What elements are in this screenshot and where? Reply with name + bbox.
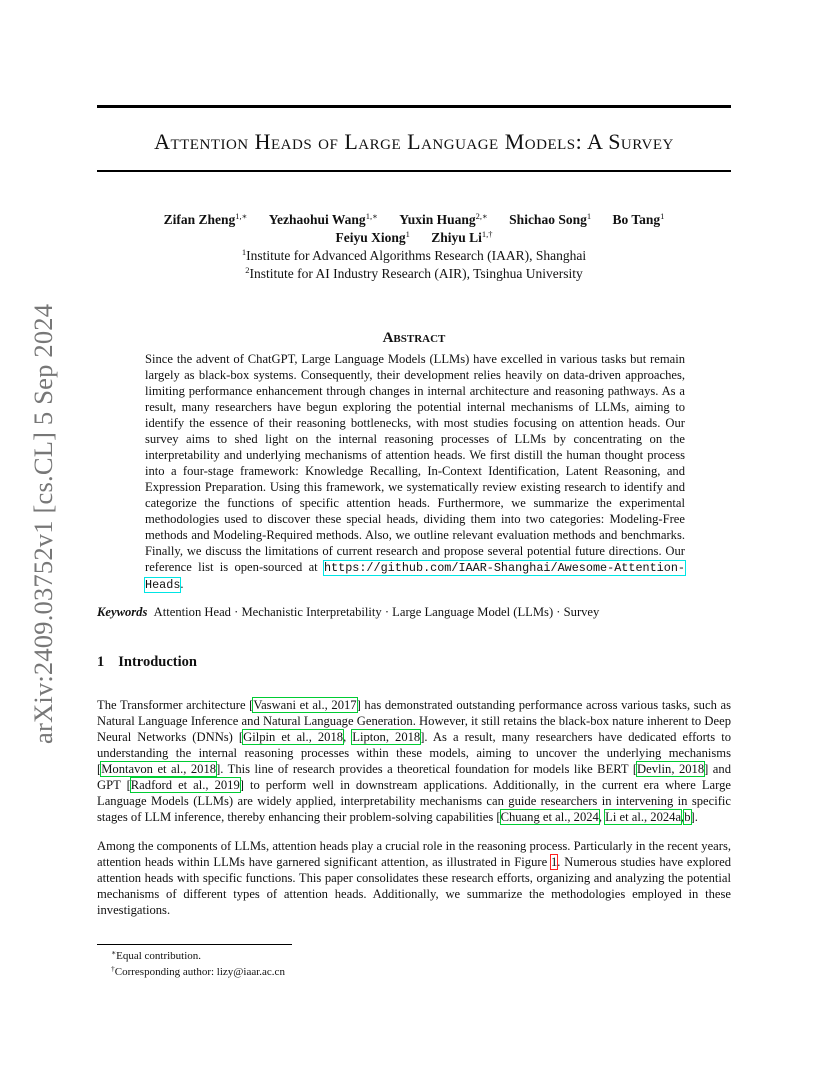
arxiv-stamp[interactable]: arXiv:2409.03752v1 [cs.CL] 5 Sep 2024 — [28, 303, 58, 745]
citation-link[interactable]: Gilpin et al., 2018 — [243, 730, 344, 744]
title-top-rule — [97, 105, 731, 108]
paper-title: Attention Heads of Large Language Models: A Survey — [154, 129, 674, 154]
author: Zhiyu $Li^{1,\dagger}$ — [431, 229, 493, 245]
author: Feiyu Xiong$^1$ — [335, 229, 410, 245]
authors-row-1 — [0, 211, 828, 229]
author: Yezhaohui Wang$^{1,∗}$ — [268, 211, 378, 227]
keywords-label: Keywords — [97, 605, 148, 619]
keywords — [97, 604, 737, 620]
citation-link[interactable]: Li et al., 2024a — [605, 810, 682, 824]
author: Shichao Song$^1$ — [509, 211, 592, 227]
figure-ref-link[interactable]: 1 — [550, 855, 558, 869]
citation-link[interactable]: Lipton, 2018 — [352, 730, 421, 744]
repo-link[interactable]: https://github.com/IAAR-Shanghai/Awesome-Attention-Heads — [145, 561, 685, 592]
citation-link[interactable]: b — [684, 810, 691, 824]
author: Yuxin Huang$^{2,∗}$ — [399, 211, 488, 227]
abstract-heading: Abstract — [382, 330, 446, 346]
footnotes — [111, 948, 285, 980]
footnote: ∗Equal contribution. — [111, 948, 202, 962]
citation-link[interactable]: Vaswani et al., 2017 — [253, 698, 357, 712]
keywords-text: Attention Head · Mechanistic Interpretability · Large Language Model (LLMs) · Survey — [153, 605, 600, 619]
author: Bo Tang$^1$ — [612, 211, 665, 227]
citation-link[interactable]: Devlin, 2018 — [637, 762, 705, 776]
title-bottom-rule — [97, 170, 731, 172]
abstract-text: Since the advent of ChatGPT, Large Language Models (LLMs) have excelled in various tasks but remain largely as black-box systems. Consequently, their development relies heavily on data-driven approaches, limiting performance enhancement through changes in internal architecture and reasoning pathways. As a result, many researchers have begun exploring the potential internal mechanisms of LLMs, aiming to identify the essence of their reasoning bottlenecks, with most studies focusing on attention heads. Our survey aims to shed light on the internal reasoning processes of LLMs by concentrating on the interpretability and underlying mechanisms of attention heads. We first distill the human thought process into a four-stage framework: Knowledge Recalling, In-Context Identification, Latent Reasoning, and Expression Preparation. Using this framework, we systematically review existing research to identify and categorize the functions of specific attention heads. Furthermore, we summarize the experimental methodologies used to discover these special heads, dividing them into two categories: Modeling-Free methods and Modeling-Required methods. Also, we outline relevant evaluation methods and benchmarks. Finally, we discuss the limitations of current research and propose several potential future directions. Our reference list is open-sourced at https://github.com/IAAR-Shanghai/Awesome-Attention-Heads. — [145, 352, 685, 592]
intro-paragraph-2: Among the components of LLMs, attention heads play a crucial role in the reasoning process. Particularly in the recent years, attention heads within LLMs have garnered significant attention, as illustrated in Figure 1. Numerous studies have explored attention heads with specific functions. This paper consolidates these research efforts, organizing and analyzing the potential mechanisms of different types of attention heads. Additionally, we summarize the methodologies employed in these investigations. — [97, 839, 731, 917]
author: Zifan Zheng$^{1,∗}$ — [163, 211, 248, 227]
authors-row-2 — [0, 229, 828, 247]
intro-paragraph-1: The Transformer architecture [Vaswani et al., 2017] has demonstrated outstanding performance across various tasks, such as Natural Language Inference and Natural Language Generation. However, it still retains the black-box nature inherent to Deep Neural Networks (DNNs) [Gilpin et al., 2018, Lipton, 2018]. As a result, many researchers have dedicated efforts to understanding the internal reasoning processes within these models, aiming to uncover the underlying mechanisms [Montavon et al., 2018]. This line of research provides a theoretical foundation for models like BERT [Devlin, 2018] and GPT [Radford et al., 2019] to perform well in downstream applications. Additionally, in the current era where Large Language Models (LLMs) are widely applied, interpretability mechanisms can guide researchers in intervening in specific stages of LLM inference, thereby enhancing their problem-solving capabilities [Chuang et al., 2024, Li et al., 2024a,b]. — [97, 698, 731, 824]
footnote: †Corresponding author: lizy@iaar.ac.cn — [111, 964, 285, 978]
section-heading: 1 Introduction — [97, 654, 197, 670]
citation-link[interactable]: Montavon et al., 2018 — [101, 762, 217, 776]
affiliation: $^2$Institute for AI Industry Research (AIR), Tsinghua University — [245, 265, 583, 281]
citation-link[interactable]: Chuang et al., 2024 — [500, 810, 599, 824]
footnote-rule — [97, 944, 292, 945]
affiliation: $^1$Institute for Advanced Algorithms Research (IAAR), Shanghai — [241, 247, 587, 263]
author-block — [0, 211, 828, 283]
citation-link[interactable]: Radford et al., 2019 — [130, 778, 240, 792]
